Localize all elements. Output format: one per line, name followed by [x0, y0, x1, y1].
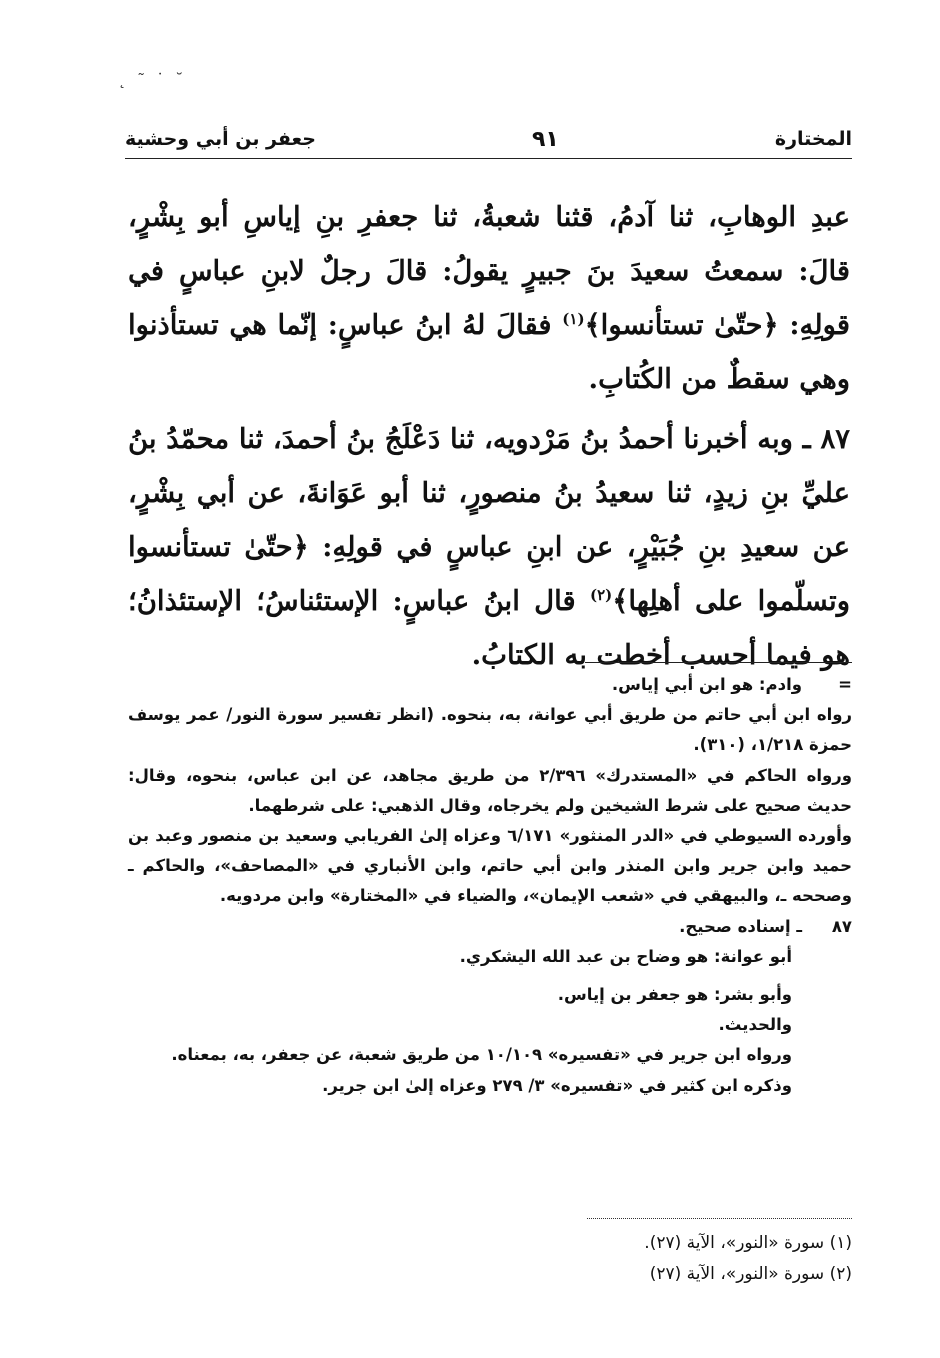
footnote-ref-2: (٢) [589, 585, 613, 604]
paragraph-1-text: عبدِ الوهابِ، ثنا آدمُ، قثنا شعبةُ، ثنا جعفرِ بنِ إياسِ أبو بِشْرٍ، قالَ: سمعتُ سعيدَ بنَ جبيرٍ يقولُ: قالَ رجلٌ لابنِ عباسٍ في قولِهِ: ﴿حتّىٰ تستأنسوا﴾ [128, 201, 850, 341]
header-left-title: جعفر بن أبي وحشية [125, 128, 316, 150]
running-header [125, 122, 852, 156]
note-text: وأبو بشر: هو جعفر بن إياس. [557, 985, 792, 1005]
note-text: ـ إسناده صحيح. [679, 916, 802, 936]
page-number: ٩١ [532, 126, 559, 152]
footnote-ref-1: (١) [562, 309, 585, 328]
note-text: وذكره ابن كثير في «تفسيره» ٣/ ٢٧٩ وعزاه إلىٰ ابن جرير. [322, 1075, 792, 1095]
header-right-title: المختارة [774, 128, 852, 150]
note-text: ورواه ابن جرير في «تفسيره» ١٠/١٠٩ من طريق شعبة، عن جعفر، به، بمعناه. [171, 1045, 792, 1065]
footnotes-rule [587, 1218, 852, 1219]
footnote-2: (٢) سورة «النور»، الآية (٢٧) [649, 1264, 852, 1284]
footnotes [500, 1228, 852, 1290]
spacer [128, 972, 852, 980]
paragraph-87-text-cont: قال ابنُ عباسٍ: الإستئناسُ؛ الإستئذانُ؛ هو فيما أحسب أخطت به الكتابُ. [128, 585, 850, 671]
note-text: وأورده السيوطي في «الدر المنثور» ٦/١٧١ وعزاه إلىٰ الفريابي وسعيد بن منصور وعبد بن حميد وابن جرير وابن المنذر وابن أبي حاتم، وابن الأنباري في «المصاحف»، والحاكم ـ وصححه ـ، والبيهقي في «شعب الإيمان»، والضياء في «المختارة» وابن مردويه. [128, 826, 852, 906]
note-row [128, 670, 852, 700]
note-continuation-mark: = [838, 675, 852, 694]
note-number: ٨٧ [831, 916, 852, 936]
note-text: رواه ابن أبي حاتم من طريق أبي عوانة، به، بنحوه. (انظر تفسير سورة النور/ عمر يوسف حمزة ١/٢١٨، (٣١٠). [128, 705, 852, 755]
note-text: وادم: هو ابن أبي إياس. [611, 675, 802, 694]
note-text: والحديث. [718, 1015, 792, 1035]
header-rule [125, 158, 852, 159]
main-text [128, 190, 850, 682]
paragraph-1-text-cont: فقالَ لهُ ابنُ عباسٍ: إنّما هي تستأذنوا وهي سقطٌ من الكُتابِ. [128, 309, 850, 395]
note-row [128, 912, 852, 942]
corner-mark: ˛ ˜ ˙ ˘ [118, 70, 187, 89]
notes-rule [585, 662, 852, 663]
paragraph-87 [128, 412, 850, 682]
footnote-1: (١) سورة «النور»، الآية (٢٧). [644, 1233, 852, 1253]
commentary-notes [128, 670, 852, 1101]
note-text: أبو عوانة: هو وضاح بن عبد الله اليشكري. [459, 946, 792, 966]
paragraph-1 [128, 190, 850, 406]
note-text: ورواه الحاكم في «المستدرك» ٢/٣٩٦ من طريق مجاهد، عن ابن عباس، بنحوه، وقال: حديث صحيح على شرط الشيخين ولم يخرجاه، وقال الذهبي: على شرطهما. [128, 765, 853, 815]
paragraph-87-text: ٨٧ ـ وبه أخبرنا أحمدُ بنُ مَرْدويه، ثنا دَعْلَجُ بنُ أحمدَ، ثنا محمّدُ بنُ عليِّ بنِ زيدٍ، ثنا سعيدُ بنُ منصورٍ، ثنا أبو عَوَانةَ، عن أبي بِشْرٍ، عن سعيدِ بنِ جُبَيْرٍ، عن ابنِ عباسٍ في قولِهِ: ﴿حتّىٰ تستأنسوا وتسلّموا على أهلِها﴾ [128, 423, 850, 617]
